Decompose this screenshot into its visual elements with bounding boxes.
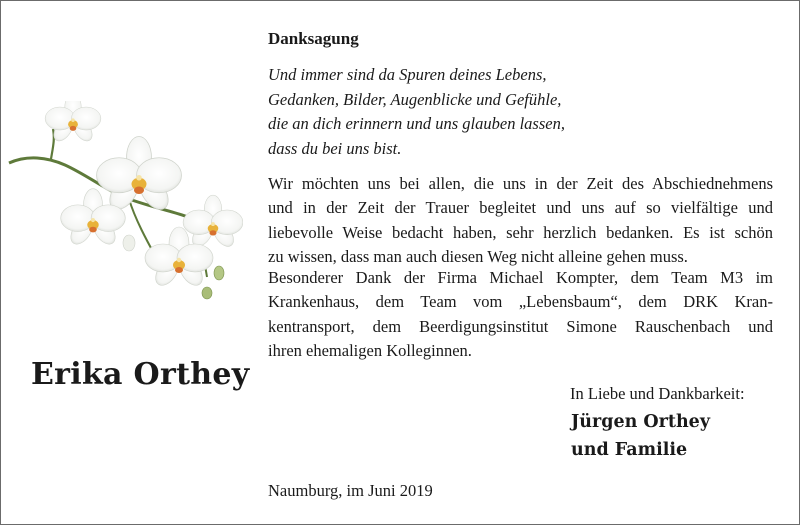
notice-title: Danksagung: [268, 29, 359, 48]
paragraph-line: zu wissen, dass man auch diesen Weg nicht alleine gehen muss.: [268, 246, 688, 266]
poem-line: Gedanken, Bilder, Augenblicke und Gefühle,: [268, 89, 562, 109]
signer: [571, 408, 710, 464]
paragraph-line: Krankenhaus, dem Team vom „Lebensbaum“, dem DRK Kran-: [268, 292, 773, 312]
special-thanks-paragraph: [268, 266, 773, 363]
paragraph-line: und in der Zeit der Trauer begleitet und uns auf so vielfältige und: [268, 198, 773, 218]
poem-line: Und immer sind da Spuren deines Lebens,: [268, 65, 547, 84]
signer-family: und Familie: [571, 440, 688, 460]
place-date: Naumburg, im Juni 2019: [268, 481, 433, 500]
paragraph-line: kentransport, dem Beerdigungsinstitut Simone Rauschenbach und: [268, 316, 773, 336]
paragraph-line: Besonderer Dank der Firma Michael Kompter, dem Team M3 im: [268, 268, 773, 287]
paragraph-line: ihren ehemaligen Kolleginnen.: [268, 340, 472, 360]
poem-line: die an dich erinnern und uns glauben lassen,: [268, 114, 565, 133]
signer-name: Jürgen Orthey: [571, 412, 710, 432]
poem: [268, 63, 565, 161]
thanks-paragraph: [268, 172, 773, 269]
orchid-flowers-image: [7, 101, 243, 301]
closing-phrase: In Liebe und Dankbarkeit:: [570, 384, 745, 403]
deceased-name: Erika Orthey: [31, 357, 250, 392]
paragraph-line: Wir möchten uns bei allen, die uns in der Zeit des Abschiednehmens: [268, 174, 773, 193]
poem-line: dass du bei uns bist.: [268, 138, 402, 158]
paragraph-line: liebevolle Weise bedacht haben, sehr herzlich bedanken. Es ist schön: [268, 222, 773, 242]
